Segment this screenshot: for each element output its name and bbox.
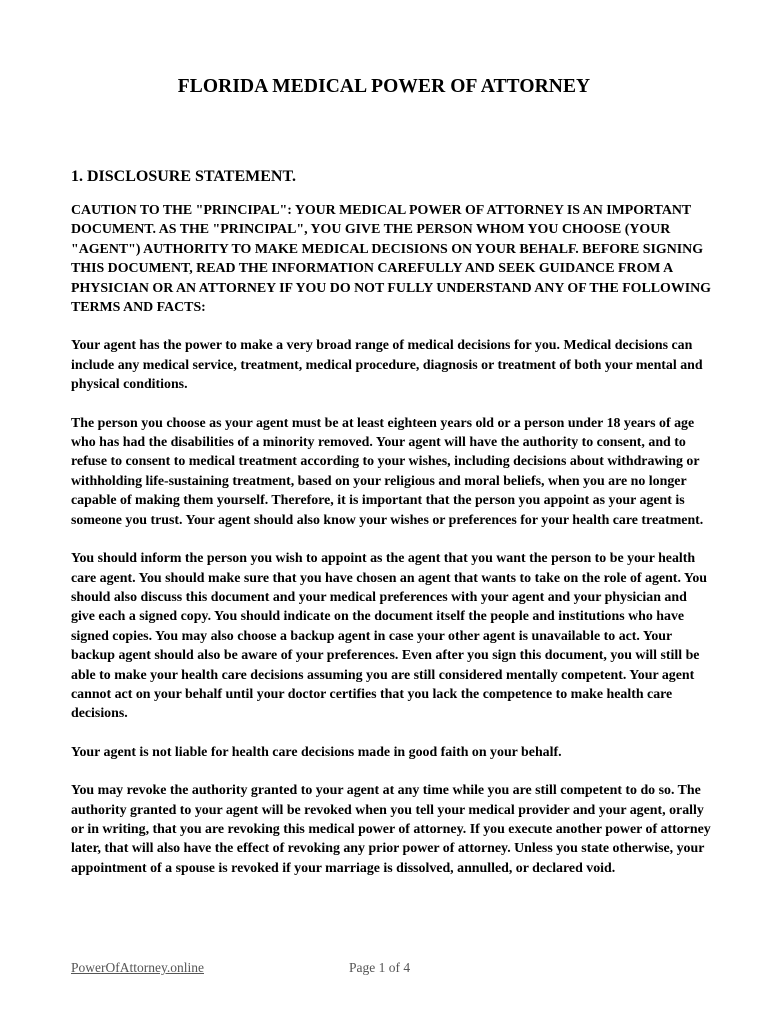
paragraph-inform-agent: You should inform the person you wish to appoint as the agent that you want the person to be your health care agent. You should make sure that you have chosen an agent that wants to take on the role of agent. You should also discuss this document and your medical preferences with your agent and your physician and give each a signed copy. You should indicate on the document itself the people and institutions who have signed copies. You may also choose a backup agent in case your other agent is unavailable to act. Your backup agent should also be aware of your preferences. Even after you sign this document, you will still be able to make your health care decisions assuming you are still considered mentally competent. Your agent cannot act on your behalf until your doctor certifies that you lack the competence to make health care decisions. (71, 551, 708, 722)
document-body (71, 167, 711, 897)
paragraph-agent-eligibility: The person you choose as your agent must be at least eighteen years old or a person under 18 years of age who has had the disabilities of a minority removed. Your agent will have the authority to consent, and to refuse to consent to medical treatment according to your wishes, including decisions about withdrawing or withholding life-sustaining treatment, based on your religious and moral beliefs, when you are no longer capable of making them yourself. Therefore, it is important that the person you appoint as your agent is someone you trust. Your agent should also know your wishes or preferences for your health care treatment. (71, 415, 704, 528)
caution-paragraph: CAUTION TO THE "PRINCIPAL": YOUR MEDICAL POWER OF ATTORNEY IS AN IMPORTANT DOCUMENT. AS THE "PRINCIPAL", YOU GIVE THE PERSON WHOM YOU CHOOSE (YOUR "AGENT") AUTHORITY TO MAKE MEDICAL DECISIONS ON YOUR BEHALF. BEFORE SIGNING THIS DOCUMENT, READ THE INFORMATION CAREFULLY AND SEEK GUIDANCE FROM A PHYSICIAN OR AN ATTORNEY IF YOU DO NOT FULLY UNDERSTAND ANY OF THE FOLLOWING TERMS AND FACTS: (71, 203, 711, 316)
document-title: FLORIDA MEDICAL POWER OF ATTORNEY (177, 76, 591, 97)
section-heading: 1. DISCLOSURE STATEMENT. (71, 168, 296, 185)
paragraph-agent-liability: Your agent is not liable for health care decisions made in good faith on your behalf. (71, 744, 562, 760)
page-number: Page 1 of 4 (349, 960, 411, 975)
paragraph-revocation: You may revoke the authority granted to your agent at any time while you are still competent to do so. The authority granted to your agent will be revoked when you tell your medical provider and your agent, orally or in writing, that you are revoking this medical power of attorney. If you execute another power of attorney later, that will also have the effect of revoking any prior power of attorney. Unless you state otherwise, your appointment of a spouse is revoked if your marriage is dissolved, annulled, or declared void. (71, 783, 711, 876)
site-link[interactable]: PowerOfAttorney.online (71, 960, 204, 975)
paragraph-agent-power: Your agent has the power to make a very broad range of medical decisions for you. Medical decisions can include any medical service, treatment, medical procedure, diagnosis or treatment of both your mental and physical conditions. (71, 338, 703, 393)
page-footer (71, 960, 711, 980)
